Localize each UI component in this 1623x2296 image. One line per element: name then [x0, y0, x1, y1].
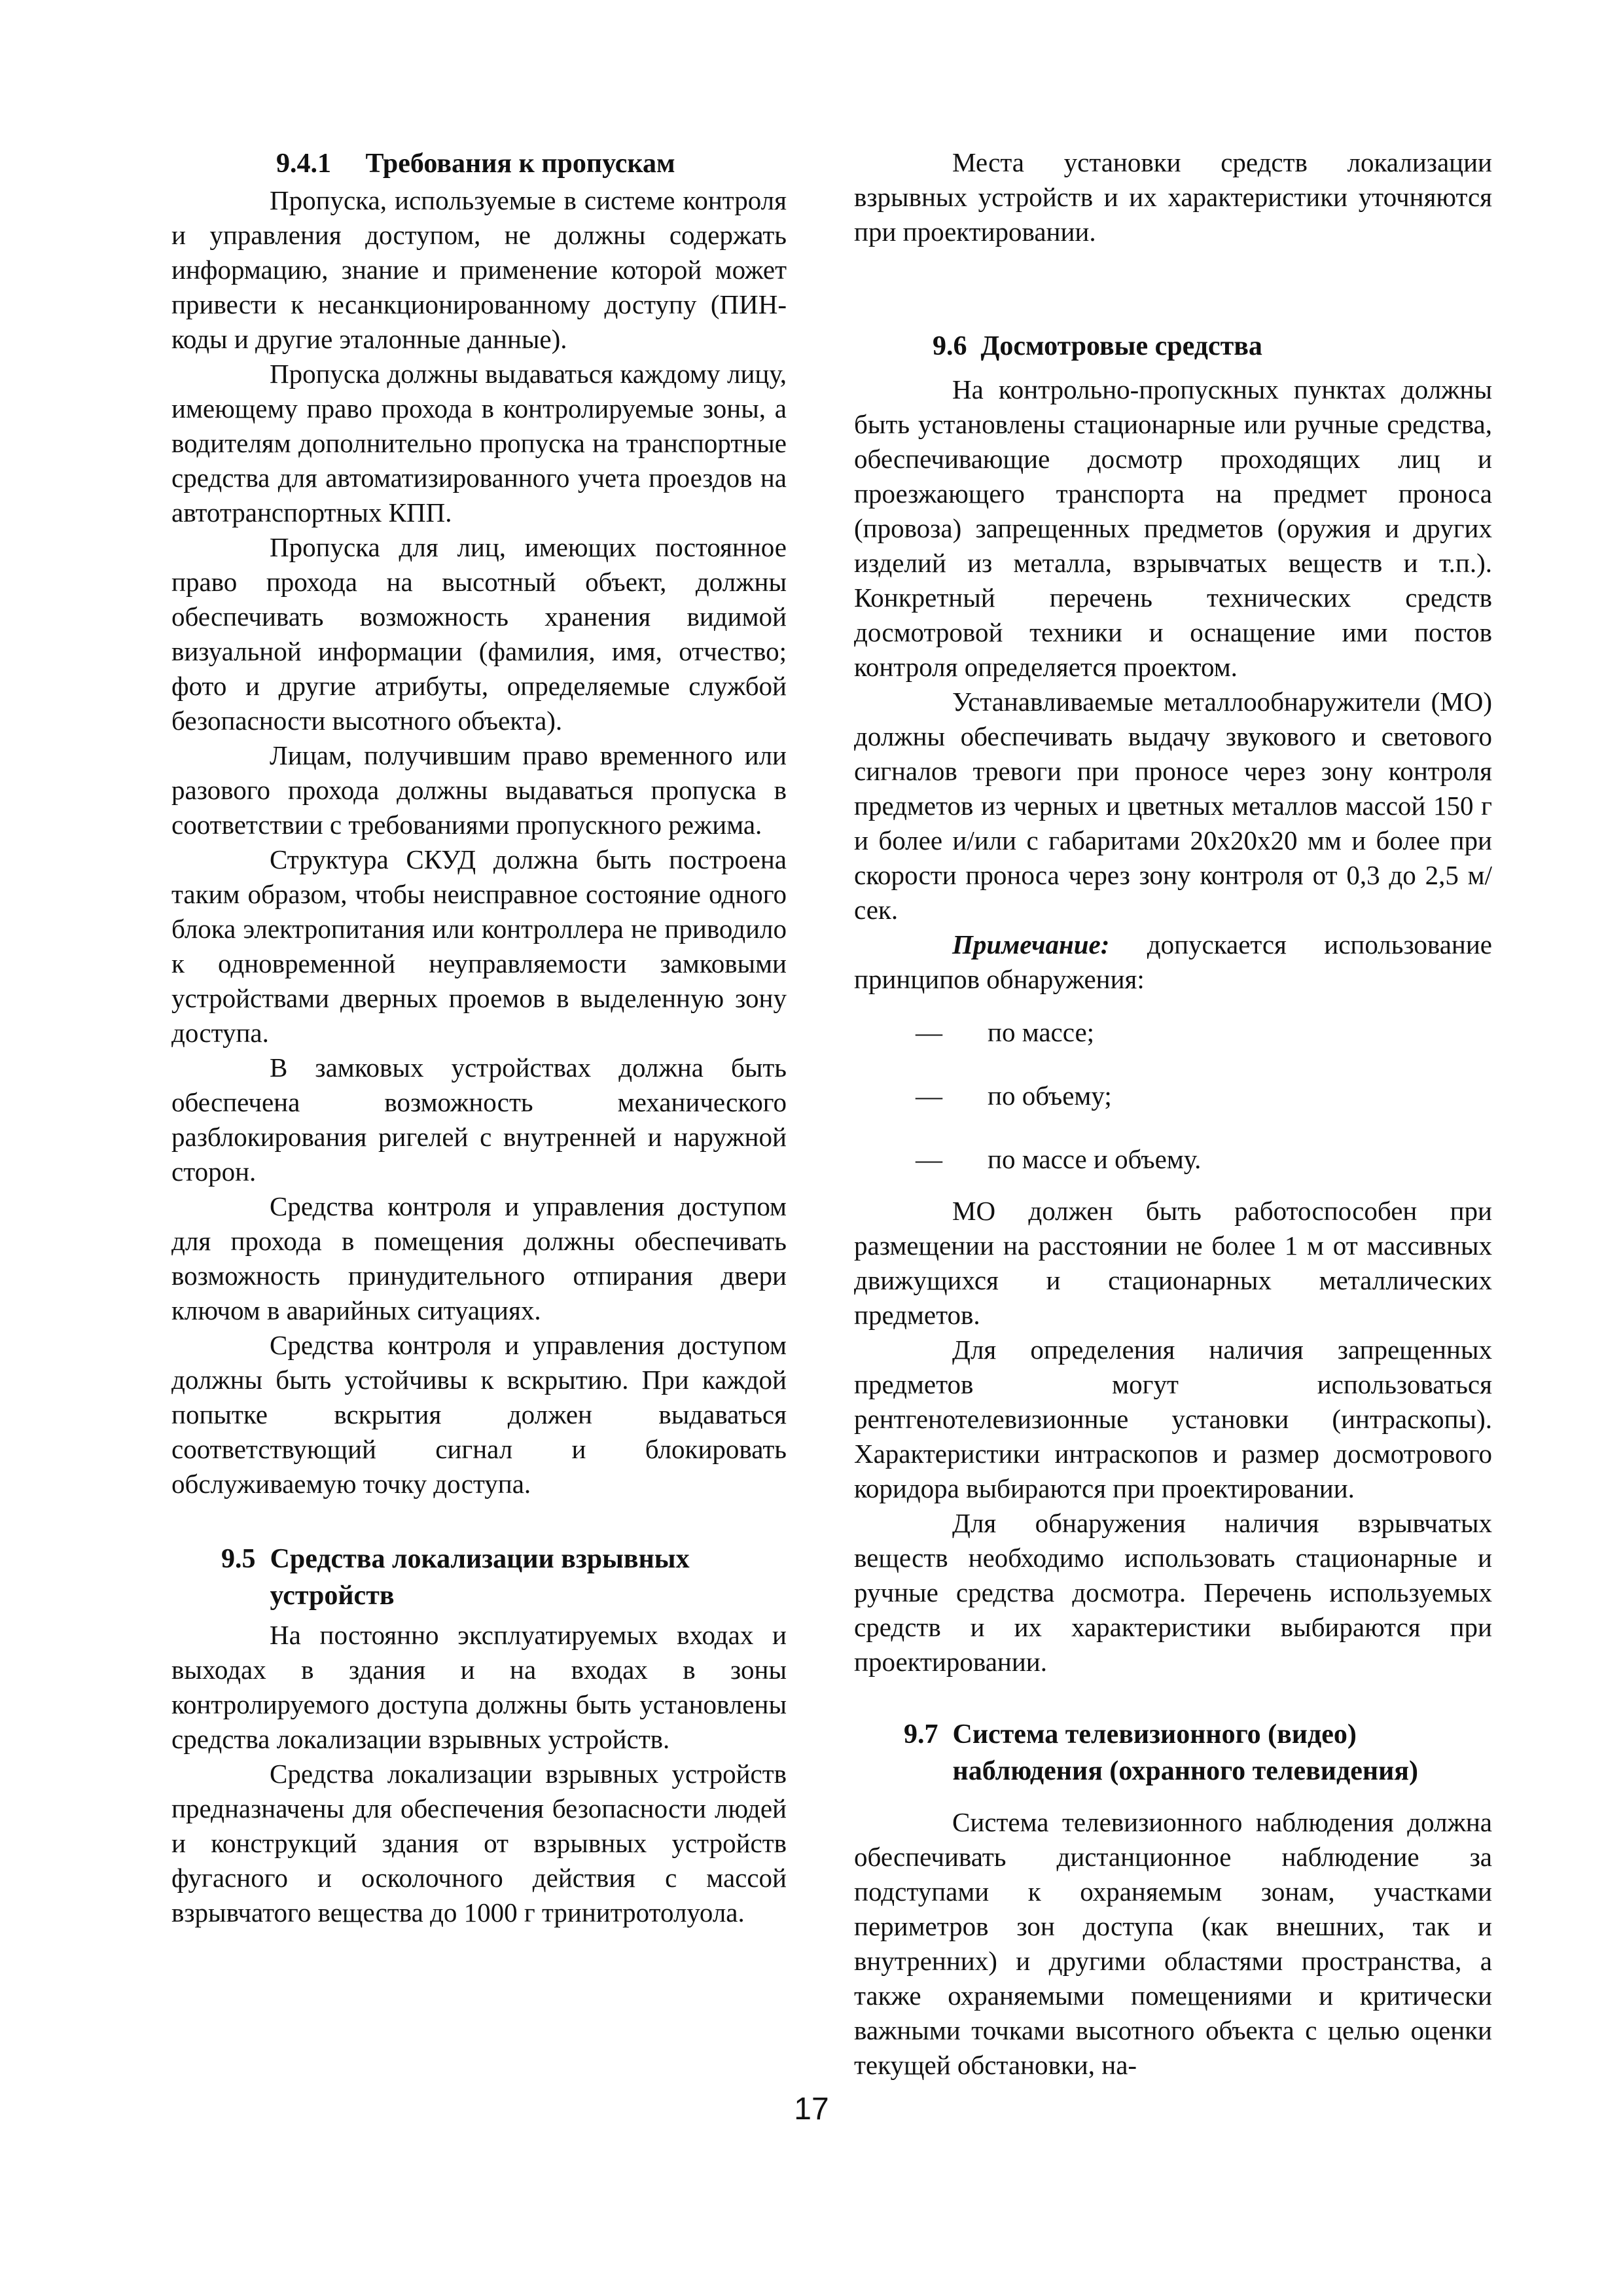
section-9-4-1-heading [171, 145, 787, 182]
right-column [854, 145, 1492, 2083]
list-item-text: по объему; [988, 1081, 1112, 1111]
section-title: Требования к пропускам [365, 149, 675, 179]
detection-principles-list [854, 1015, 1492, 1177]
paragraph: Пропуска для лиц, имеющих постоянное право прохода на высотный объект, должны обеспечивать возможность хранения видимой визуальной информации (фамилия, имя, отчество; фото и другие атрибуты, определяемые службой безопасности высотного объекта). [171, 532, 787, 736]
paragraph: Пропуска должны выдаваться каждому лицу, имеющему право прохода в контролируемые зоны, а водителям дополнительно пропуска на транспортные средства для автоматизированного учета проездов на автотранспортных КПП. [171, 359, 787, 528]
list-item [854, 1142, 1492, 1177]
paragraph: На постоянно эксплуатируемых входах и выходах в здания и на входах в зоны контролируемого доступа должны быть установлены средства локализации взрывных устройств. [171, 1620, 787, 1754]
paragraph: Для обнаружения наличия взрывчатых веществ необходимо использовать стационарные и ручные средства досмотра. Перечень используемых средств и их характеристики выбираются при проектировании. [854, 1508, 1492, 1677]
note-label: Примечание: [952, 929, 1110, 960]
paragraph: МО должен быть работоспособен при размещении на расстоянии не более 1 м от массивных движущихся и стационарных металлических предметов. [854, 1196, 1492, 1330]
dash-bullet: — [916, 1017, 942, 1047]
list-item-text: по массе; [988, 1017, 1095, 1047]
paragraph: Для определения наличия запрещенных предметов могут использоваться рентгенотелевизионные установки (интраскопы). Характеристики интраскопов и размер досмотрового коридора выбираются при проектировании. [854, 1335, 1492, 1503]
dash-bullet: — [916, 1144, 942, 1174]
paragraph: Пропуска, используемые в системе контроля и управления доступом, не должны содержать информацию, знание и применение которой может привести к несанкционированному доступу (ПИН-коды и другие эталонные данные). [171, 185, 787, 354]
section-9-7-heading [854, 1716, 1492, 1789]
paragraph: Места установки средств локализации взрывных устройств и их характеристики уточняются при проектировании. [854, 147, 1492, 247]
list-item-text: по массе и объему. [988, 1144, 1202, 1174]
dash-bullet: — [916, 1081, 942, 1111]
paragraph: На контрольно-пропускных пунктах должны быть установлены стационарные или ручные средства, обеспечивающие досмотр проходящих лиц и проезжающего транспорта на предмет проноса (провоза) запрещенных предметов (оружия и других изделий из металла, взрывчатых веществ и т.п.). Конкретный перечень технических средств досмотровой техники и оснащение ими постов контроля определяется проектом. [854, 374, 1492, 682]
paragraph: Структура СКУД должна быть построена таким образом, чтобы неисправное состояние одного блока электропитания или контроллера не приводило к одновременной неуправляемости замковыми устройствами дверных проемов в выделенную зону доступа. [171, 844, 787, 1048]
section-title: Система телевизионного (видео) наблюдения (охранного телевидения) [952, 1719, 1418, 1786]
section-9-6-heading [854, 328, 1492, 365]
left-column [171, 145, 787, 1930]
list-item [854, 1079, 1492, 1113]
section-number: 9.4.1 [276, 149, 331, 179]
paragraph: Лицам, получившим право временного или разового прохода должны выдаваться пропуска в соответствии с требованиями пропускного режима. [171, 740, 787, 840]
paragraph: Средства контроля и управления доступом для прохода в помещения должны обеспечивать возможность принудительного отпирания двери ключом в аварийных ситуациях. [171, 1191, 787, 1325]
note-text: допускается использование принципов обнаружения: [854, 929, 1492, 994]
note-paragraph [854, 927, 1492, 997]
page-number: 17 [794, 2092, 829, 2126]
section-9-5-heading [171, 1541, 787, 1614]
section-number: 9.6 [933, 331, 967, 361]
section-title: Средства локализации взрывных устройств [270, 1544, 690, 1611]
paragraph: Средства контроля и управления доступом должны быть устойчивы к вскрытию. При каждой попытке вскрытия должен выдаваться соответствующий сигнал и блокировать обслуживаемую точку доступа. [171, 1330, 787, 1499]
list-item [854, 1015, 1492, 1050]
section-title: Досмотровые средства [980, 331, 1262, 361]
section-number: 9.7 [904, 1719, 938, 1749]
paragraph: Система телевизионного наблюдения должна обеспечивать дистанционное наблюдение за подступами к охраняемым зонам, участками периметров зон доступа (как внешних, так и внутренних) и другими областями пространства, а также охраняемыми помещениями и критически важными точками высотного объекта с целью оценки текущей обстановки, на- [854, 1807, 1492, 2080]
paragraph: Средства локализации взрывных устройств предназначены для обеспечения безопасности людей и конструкций здания от взрывных устройств фугасного и осколочного действия с массой взрывчатого вещества до 1000 г тринитротолуола. [171, 1759, 787, 1928]
section-number: 9.5 [221, 1544, 256, 1574]
paragraph: Устанавливаемые металлообнаружители (МО) должны обеспечивать выдачу звукового и светового сигналов тревоги при проносе через зону контроля предметов из черных и цветных металлов массой 150 г и более и/или с габаритами 20х20х20 мм и более при скорости проноса через зону контроля от 0,3 до 2,5 м/сек. [854, 687, 1492, 925]
paragraph: В замковых устройствах должна быть обеспечена возможность механического разблокирования ригелей с внутренней и наружной сторон. [171, 1052, 787, 1187]
